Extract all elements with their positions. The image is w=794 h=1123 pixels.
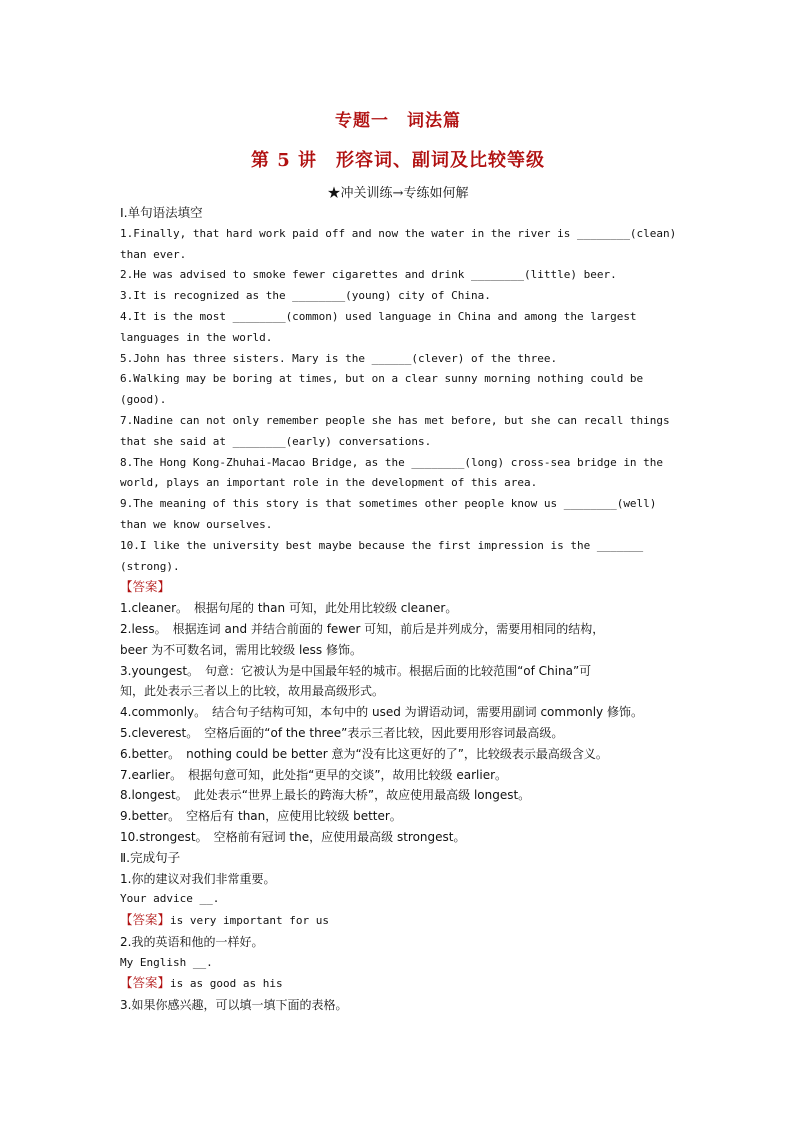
- answer-10: 10.strongest。 空格前有冠词 the，应使用最高级 strongest。: [120, 829, 466, 844]
- answer-tag: 【答案】: [120, 579, 171, 595]
- answer-3-line-2: 知，此处表示三者以上的比较，故用最高级形式。: [120, 684, 385, 699]
- answer-2-line-1: 2.less。 根据连词 and 并结合前面的 fewer 可知，前后是并列成分，需要用相同的结构，: [120, 621, 605, 636]
- sentence-2-answer: [120, 973, 676, 995]
- question-9-line-1: 9.The meaning of this story is that sometimes other people know us ________(well): [120, 497, 657, 511]
- answer-6: 6.better。 nothing could be better 意为“没有比这更好的了”，比较级表示最高级含义。: [120, 746, 608, 761]
- answer-4: 4.commonly。 结合句子结构可知，本句中的 used 为谓语动词，需要用副词 commonly 修饰。: [120, 705, 643, 720]
- question-1-line-2: than ever.: [120, 247, 187, 261]
- answer-9: 9.better。 空格后有 than，应使用比较级 better。: [120, 809, 402, 824]
- answer-3-line-1: 3.youngest。 句意：它被认为是中国最年轻的城市。根据后面的比较范围“of China”可: [120, 663, 592, 678]
- topic-title: 专题一 词法篇: [335, 111, 461, 131]
- question-4-line-1: 4.It is the most ________(common) used language in China and among the largest: [120, 309, 637, 323]
- answer-tag: 【答案】: [120, 975, 171, 991]
- question-7-line-1: 7.Nadine can not only remember people she has met before, but she can recall things: [120, 413, 670, 427]
- question-1-line-1: 1.Finally, that hard work paid off and now the water in the river is ________(clean): [120, 226, 677, 240]
- question-6-line-2: (good).: [120, 393, 167, 407]
- answer-5: 5.cleverest。 空格后面的“of the three”表示三者比较，因此要用形容词最高级。: [120, 725, 564, 740]
- question-8-line-2: world, plays an important role in the development of this area.: [120, 476, 538, 490]
- sentence-1-prompt: 1.你的建议对我们非常重要。: [120, 871, 276, 886]
- question-9-line-2: than we know ourselves.: [120, 517, 273, 531]
- answer-8: 8.longest。 此处表示“世界上最长的跨海大桥”，故应使用最高级 longest。: [120, 788, 531, 803]
- training-subtitle: ★冲关训练→专练如何解: [327, 186, 469, 201]
- question-10-line-1: 10.I like the university best maybe because the first impression is the _______: [120, 538, 644, 552]
- sentence-2-answer-text: is as good as his: [170, 977, 283, 991]
- lecture-title: 第 5 讲 形容词、副词及比较等级: [250, 150, 546, 171]
- answer-2-line-2: beer 为不可数名词，需用比较级 less 修饰。: [120, 642, 362, 657]
- question-5: 5.John has three sisters. Mary is the ______(clever) of the three.: [120, 351, 558, 365]
- answer-1: 1.cleaner。 根据句尾的 than 可知，此处用比较级 cleaner。: [120, 601, 458, 616]
- question-7-line-2: that she said at ________(early) conversations.: [120, 434, 432, 448]
- section-heading-1: Ⅰ.单句语法填空: [120, 205, 203, 220]
- sentence-2-prompt: 2.我的英语和他的一样好。: [120, 934, 264, 949]
- sentence-1-english: Your advice __.: [120, 892, 220, 906]
- section-heading-2: Ⅱ.完成句子: [120, 849, 181, 865]
- answer-7: 7.earlier。 根据句意可知，此处指“更早的交谈”，故用比较级 earlier。: [120, 767, 508, 782]
- question-10-line-2: (strong).: [120, 559, 180, 573]
- document-content: [120, 203, 676, 1016]
- sentence-1-answer-text: is very important for us: [170, 914, 329, 928]
- sentence-3-prompt: 3.如果你感兴趣，可以填一填下面的表格。: [120, 998, 348, 1013]
- answer-tag: 【答案】: [120, 912, 171, 928]
- question-4-line-2: languages in the world.: [120, 330, 273, 344]
- question-8-line-1: 8.The Hong Kong-Zhuhai-Macao Bridge, as the ________(long) cross-sea bridge in the: [120, 455, 664, 469]
- question-6-line-1: 6.Walking may be boring at times, but on a clear sunny morning nothing could be: [120, 372, 644, 386]
- question-3: 3.It is recognized as the ________(young) city of China.: [120, 289, 491, 303]
- sentence-1-answer: [120, 910, 676, 932]
- sentence-2-english: My English __.: [120, 955, 213, 969]
- question-2: 2.He was advised to smoke fewer cigarettes and drink ________(little) beer.: [120, 268, 617, 282]
